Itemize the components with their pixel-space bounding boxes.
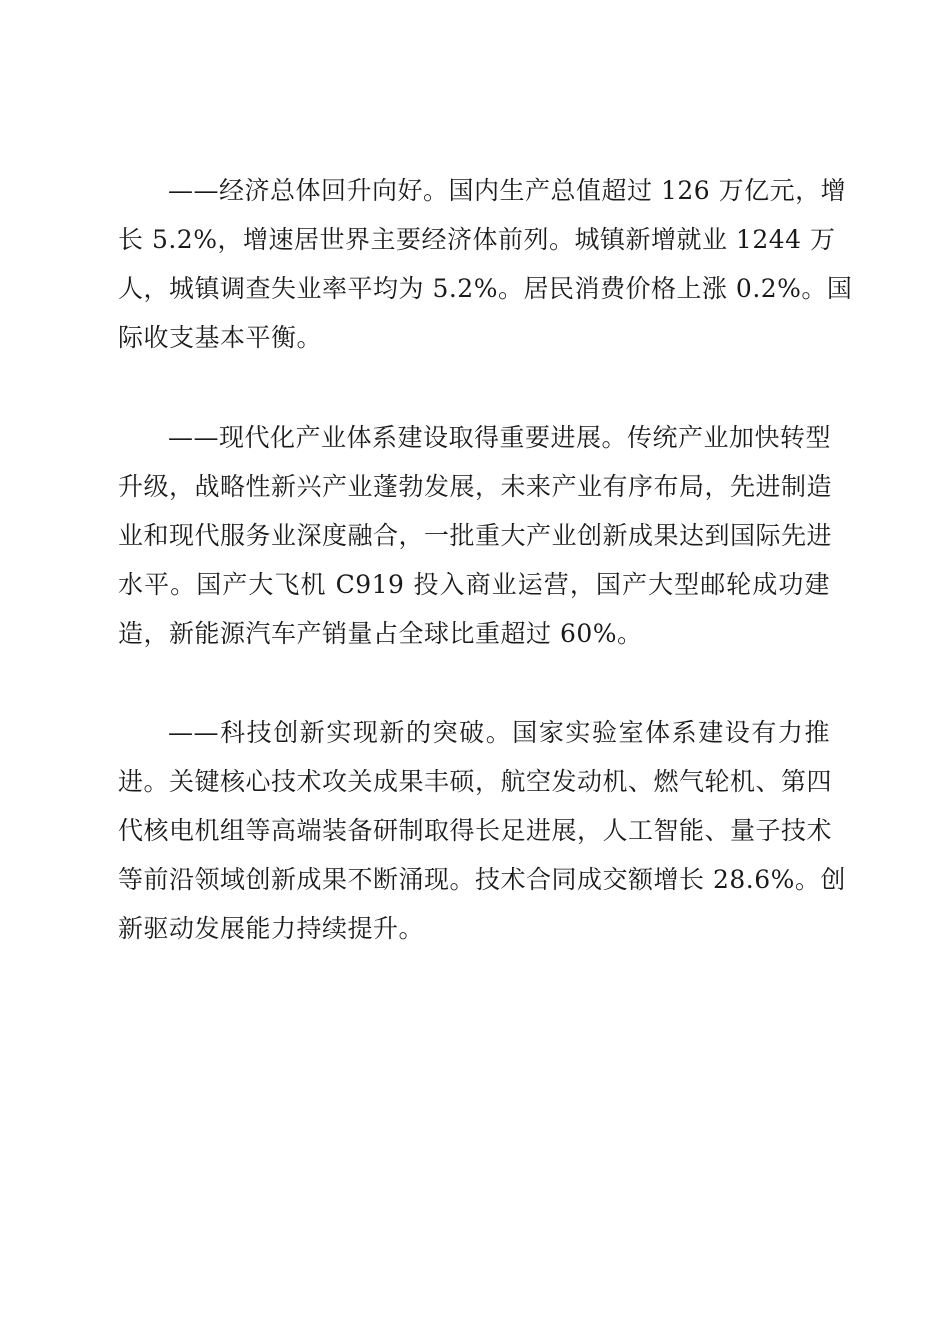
paragraph-economy: [118, 166, 853, 362]
paragraph-line: 际收支基本平衡。: [118, 323, 323, 352]
paragraph-line: 代核电机组等高端装备研制取得长足进展，人工智能、量子技术: [118, 816, 833, 845]
paragraph-line: 新驱动发展能力持续提升。: [118, 914, 425, 943]
paragraph-line: ——科技创新实现新的突破。国家实验室体系建设有力推: [168, 718, 830, 747]
paragraph-line: 升级，战略性新兴产业蓬勃发展，未来产业有序布局，先进制造: [118, 472, 833, 501]
paragraph-technology: [118, 708, 846, 953]
paragraph-line: 长 5.2%，增速居世界主要经济体前列。城镇新增就业 1244 万: [118, 225, 836, 254]
paragraph-line: 水平。国产大飞机 C919 投入商业运营，国产大型邮轮成功建: [118, 570, 830, 599]
paragraph-line: 造，新能源汽车产销量占全球比重超过 60%。: [118, 619, 643, 648]
paragraph-line: ——经济总体回升向好。国内生产总值超过 126 万亿元，增: [168, 176, 847, 205]
paragraph-line: 人，城镇调查失业率平均为 5.2%。居民消费价格上涨 0.2%。国: [118, 274, 853, 303]
paragraph-line: 进。关键核心技术攻关成果丰硕，航空发动机、燃气轮机、第四: [118, 767, 833, 796]
paragraph-line: 业和现代服务业深度融合，一批重大产业创新成果达到国际先进: [118, 521, 833, 550]
paragraph-line: 等前沿领域创新成果不断涌现。技术合同成交额增长 28.6%。创: [118, 865, 846, 894]
paragraph-line: ——现代化产业体系建设取得重要进展。传统产业加快转型: [168, 423, 832, 452]
paragraph-industry: [118, 413, 833, 658]
